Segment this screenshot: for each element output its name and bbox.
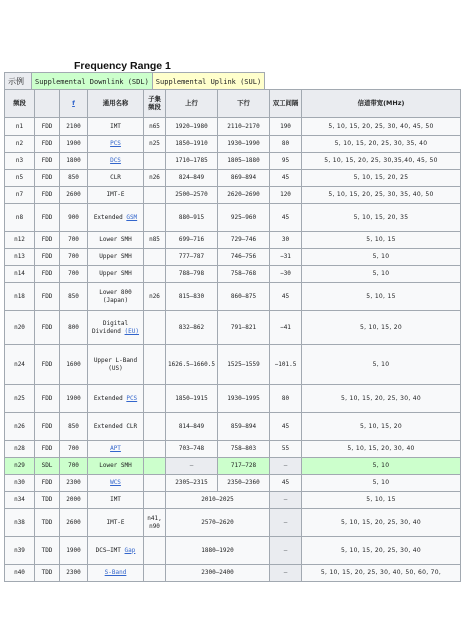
cell-name[interactable]: Digital Dividend (EU): [88, 311, 144, 345]
cell-bw: 5, 10: [302, 458, 461, 475]
frequency-table: [4, 89, 461, 582]
cell-duplex: 190: [270, 118, 302, 136]
cell-band: n1: [5, 118, 35, 136]
band-name-link[interactable]: Gap: [124, 546, 136, 554]
table-row: [5, 345, 461, 385]
cell-f: 1800: [60, 153, 88, 170]
cell-name: IMT: [88, 118, 144, 136]
cell-f: 700: [60, 458, 88, 475]
cell-ul: 815–830: [166, 283, 218, 311]
cell-subset: [144, 249, 166, 266]
cell-bw: 5, 10: [302, 266, 461, 283]
cell-band: n34: [5, 492, 35, 509]
cell-dl: 717–728: [218, 458, 270, 475]
cell-name[interactable]: [88, 153, 144, 170]
cell-dl: 2350–2360: [218, 475, 270, 492]
cell-duplex: —: [270, 565, 302, 582]
cell-duplex: 45: [270, 204, 302, 232]
cell-bw: 5, 10, 15, 20, 25: [302, 170, 461, 187]
cell-bw: 5, 10, 15, 20, 25, 30,35,40, 45, 50: [302, 153, 461, 170]
cell-mode: FDD: [35, 441, 60, 458]
cell-band: n12: [5, 232, 35, 249]
cell-bw: 5, 10, 15, 20, 25, 30, 40: [302, 509, 461, 537]
cell-subset: [144, 413, 166, 441]
table-row: [5, 441, 461, 458]
cell-subset: [144, 492, 166, 509]
cell-name: Upper SMH: [88, 249, 144, 266]
cell-subset: n26: [144, 283, 166, 311]
cell-mode: FDD: [35, 170, 60, 187]
table-row: [5, 204, 461, 232]
cell-duplex: −30: [270, 266, 302, 283]
cell-f: 700: [60, 266, 88, 283]
table-row: [5, 266, 461, 283]
header-band: 频段: [5, 90, 35, 118]
cell-duplex: 45: [270, 283, 302, 311]
cell-band: n8: [5, 204, 35, 232]
cell-bw: 5, 10, 15, 20, 25, 30, 35, 40: [302, 136, 461, 153]
cell-subset: [144, 385, 166, 413]
table-row: [5, 283, 461, 311]
cell-mode: FDD: [35, 232, 60, 249]
cell-f: 800: [60, 311, 88, 345]
cell-dl: 758–768: [218, 266, 270, 283]
cell-dl: 2110–2170: [218, 118, 270, 136]
cell-f: 2300: [60, 475, 88, 492]
cell-name[interactable]: Extended GSM: [88, 204, 144, 232]
cell-bw: 5, 10: [302, 475, 461, 492]
table-row: [5, 509, 461, 537]
legend-sul: Supplemental Uplink (SUL): [153, 73, 264, 90]
cell-subset: [144, 458, 166, 475]
table-row: [5, 458, 461, 475]
cell-mode: SDL: [35, 458, 60, 475]
cell-ul: 832–862: [166, 311, 218, 345]
cell-band: n14: [5, 266, 35, 283]
cell-band: n7: [5, 187, 35, 204]
cell-duplex: 80: [270, 385, 302, 413]
cell-ul: 2500–2570: [166, 187, 218, 204]
cell-bw: 5, 10, 15: [302, 283, 461, 311]
table-row: [5, 249, 461, 266]
cell-f: 900: [60, 204, 88, 232]
cell-mode: FDD: [35, 283, 60, 311]
cell-name: Lower 800 (Japan): [88, 283, 144, 311]
cell-subset: n65: [144, 118, 166, 136]
cell-band: n13: [5, 249, 35, 266]
cell-ul: 824–849: [166, 170, 218, 187]
cell-band: n18: [5, 283, 35, 311]
header-mode: [35, 90, 60, 118]
cell-duplex: —: [270, 509, 302, 537]
table-row: [5, 118, 461, 136]
legend-sdl: Supplemental Downlink (SDL): [32, 73, 153, 90]
cell-name: CLR: [88, 170, 144, 187]
cell-dl: 758–803: [218, 441, 270, 458]
cell-name[interactable]: DCS–IMT Gap: [88, 537, 144, 565]
cell-dl: 2620–2690: [218, 187, 270, 204]
page-title: Frequency Range 1: [74, 60, 171, 72]
cell-dl: 1525–1559: [218, 345, 270, 385]
cell-band: n38: [5, 509, 35, 537]
cell-subset: [144, 537, 166, 565]
header-duplex: 双工间隔: [270, 90, 302, 118]
header-bw: 信道带宽(MHz): [302, 90, 461, 118]
cell-f: 2000: [60, 492, 88, 509]
cell-f: 2600: [60, 509, 88, 537]
cell-band: n20: [5, 311, 35, 345]
cell-dl: 859–894: [218, 413, 270, 441]
cell-band: n26: [5, 413, 35, 441]
cell-subset: [144, 345, 166, 385]
cell-duplex: 55: [270, 441, 302, 458]
cell-name: Extended CLR: [88, 413, 144, 441]
cell-mode: TDD: [35, 509, 60, 537]
cell-subset: [144, 475, 166, 492]
cell-mode: FDD: [35, 345, 60, 385]
cell-ul: 1850–1915: [166, 385, 218, 413]
cell-ul: 1920–1980: [166, 118, 218, 136]
table-row: [5, 232, 461, 249]
cell-duplex: 80: [270, 136, 302, 153]
table-row: [5, 565, 461, 582]
cell-bw: 5, 10, 15, 20, 30, 40: [302, 441, 461, 458]
band-name-link[interactable]: APT: [110, 445, 121, 453]
cell-ul: —: [166, 458, 218, 475]
cell-f: 2100: [60, 118, 88, 136]
cell-duplex: 45: [270, 413, 302, 441]
cell-mode: TDD: [35, 492, 60, 509]
cell-dl: 869–894: [218, 170, 270, 187]
cell-band: n30: [5, 475, 35, 492]
cell-duplex: −41: [270, 311, 302, 345]
cell-mode: FDD: [35, 266, 60, 283]
cell-ul: 788–798: [166, 266, 218, 283]
cell-duplex: −101.5: [270, 345, 302, 385]
cell-bw: 5, 10, 15, 20, 25, 30, 35, 40, 50: [302, 187, 461, 204]
cell-duplex: 45: [270, 170, 302, 187]
cell-band: n29: [5, 458, 35, 475]
table-body: [5, 118, 461, 582]
cell-f: 1900: [60, 136, 88, 153]
cell-ul: 777–787: [166, 249, 218, 266]
cell-name: IMT-E: [88, 509, 144, 537]
cell-band: n2: [5, 136, 35, 153]
cell-duplex: 45: [270, 475, 302, 492]
cell-mode: TDD: [35, 537, 60, 565]
cell-name[interactable]: [88, 565, 144, 582]
cell-ul-dl: 1880–1920: [166, 537, 270, 565]
cell-subset: [144, 187, 166, 204]
header-row: [5, 90, 461, 118]
cell-subset: [144, 153, 166, 170]
cell-ul: 1850–1910: [166, 136, 218, 153]
cell-subset: [144, 311, 166, 345]
cell-bw: 5, 10, 15: [302, 232, 461, 249]
cell-bw: 5, 10, 15, 20, 25, 30, 40: [302, 385, 461, 413]
cell-duplex: 120: [270, 187, 302, 204]
cell-f: 700: [60, 232, 88, 249]
cell-band: n3: [5, 153, 35, 170]
cell-subset: [144, 565, 166, 582]
band-name-link[interactable]: WCS: [110, 479, 121, 487]
band-name-link[interactable]: S-Band: [104, 569, 127, 577]
band-name-link[interactable]: PCS: [126, 394, 138, 402]
cell-ul: 2305–2315: [166, 475, 218, 492]
table-row: [5, 153, 461, 170]
cell-f: 2300: [60, 565, 88, 582]
band-name-link[interactable]: (EU): [124, 327, 139, 335]
cell-name: IMT-E: [88, 187, 144, 204]
cell-dl: 1930–1990: [218, 136, 270, 153]
cell-mode: TDD: [35, 565, 60, 582]
cell-ul-dl: 2300–2400: [166, 565, 270, 582]
cell-f: 850: [60, 170, 88, 187]
cell-duplex: —: [270, 458, 302, 475]
cell-dl: 791–821: [218, 311, 270, 345]
cell-f: 1900: [60, 385, 88, 413]
cell-bw: 5, 10: [302, 249, 461, 266]
cell-mode: FDD: [35, 136, 60, 153]
cell-subset: [144, 441, 166, 458]
band-name-link[interactable]: DCS: [110, 157, 121, 165]
cell-mode: FDD: [35, 475, 60, 492]
cell-subset: n85: [144, 232, 166, 249]
cell-subset: n41, n90: [144, 509, 166, 537]
cell-mode: FDD: [35, 385, 60, 413]
header-f[interactable]: [60, 90, 88, 118]
cell-duplex: −31: [270, 249, 302, 266]
cell-subset: n26: [144, 170, 166, 187]
cell-f: 1600: [60, 345, 88, 385]
band-name-link[interactable]: PCS: [110, 140, 121, 148]
cell-dl: 860–875: [218, 283, 270, 311]
cell-f: 1900: [60, 537, 88, 565]
cell-name: Lower SMH: [88, 232, 144, 249]
cell-mode: FDD: [35, 153, 60, 170]
cell-bw: 5, 10, 15, 20, 25, 30, 40, 45, 50: [302, 118, 461, 136]
cell-bw: 5, 10, 15, 20: [302, 413, 461, 441]
cell-dl: 729–746: [218, 232, 270, 249]
cell-bw: 5, 10: [302, 345, 461, 385]
table-row: [5, 537, 461, 565]
table-row: [5, 170, 461, 187]
cell-name: Upper L-Band (US): [88, 345, 144, 385]
cell-ul: 1626.5–1660.5: [166, 345, 218, 385]
cell-mode: FDD: [35, 118, 60, 136]
cell-name: Lower SMH: [88, 458, 144, 475]
table-row: [5, 475, 461, 492]
cell-name[interactable]: [88, 441, 144, 458]
cell-band: n40: [5, 565, 35, 582]
cell-mode: FDD: [35, 249, 60, 266]
cell-ul: 880–915: [166, 204, 218, 232]
cell-band: n25: [5, 385, 35, 413]
cell-band: n28: [5, 441, 35, 458]
header-ul: 上行: [166, 90, 218, 118]
cell-mode: FDD: [35, 413, 60, 441]
cell-bw: 5, 10, 15, 20: [302, 311, 461, 345]
cell-bw: 5, 10, 15: [302, 492, 461, 509]
cell-dl: 925–960: [218, 204, 270, 232]
cell-duplex: —: [270, 537, 302, 565]
header-dl: 下行: [218, 90, 270, 118]
cell-f: 850: [60, 413, 88, 441]
cell-ul: 814–849: [166, 413, 218, 441]
cell-mode: FDD: [35, 311, 60, 345]
cell-ul: 703–748: [166, 441, 218, 458]
cell-bw: 5, 10, 15, 20, 25, 30, 40, 50, 60, 70,: [302, 565, 461, 582]
cell-name: Upper SMH: [88, 266, 144, 283]
cell-duplex: —: [270, 492, 302, 509]
cell-name[interactable]: Extended PCS: [88, 385, 144, 413]
cell-mode: FDD: [35, 187, 60, 204]
cell-subset: [144, 266, 166, 283]
cell-name[interactable]: [88, 475, 144, 492]
cell-ul: 699–716: [166, 232, 218, 249]
cell-bw: 5, 10, 15, 20, 35: [302, 204, 461, 232]
cell-band: n24: [5, 345, 35, 385]
table-row: [5, 385, 461, 413]
cell-ul-dl: 2010–2025: [166, 492, 270, 509]
cell-band: n5: [5, 170, 35, 187]
cell-duplex: 95: [270, 153, 302, 170]
cell-duplex: 30: [270, 232, 302, 249]
cell-subset: [144, 204, 166, 232]
cell-f: 850: [60, 283, 88, 311]
table-row: [5, 413, 461, 441]
cell-name[interactable]: [88, 136, 144, 153]
table-row: [5, 136, 461, 153]
cell-ul-dl: 2570–2620: [166, 509, 270, 537]
cell-dl: 1930–1995: [218, 385, 270, 413]
cell-bw: 5, 10, 15, 20, 25, 30, 40: [302, 537, 461, 565]
header-subset: 子集频段: [144, 90, 166, 118]
cell-dl: 746–756: [218, 249, 270, 266]
header-name: 通用名称: [88, 90, 144, 118]
band-name-link[interactable]: GSM: [126, 213, 138, 221]
cell-mode: FDD: [35, 204, 60, 232]
cell-f: 700: [60, 441, 88, 458]
table-row: [5, 492, 461, 509]
header-f-link[interactable]: f: [72, 98, 75, 107]
table-row: [5, 311, 461, 345]
legend-label: 示例: [5, 73, 32, 90]
cell-dl: 1805–1880: [218, 153, 270, 170]
cell-name: IMT: [88, 492, 144, 509]
cell-band: n39: [5, 537, 35, 565]
table-row: [5, 187, 461, 204]
cell-subset: n25: [144, 136, 166, 153]
cell-ul: 1710–1785: [166, 153, 218, 170]
cell-f: 700: [60, 249, 88, 266]
cell-f: 2600: [60, 187, 88, 204]
